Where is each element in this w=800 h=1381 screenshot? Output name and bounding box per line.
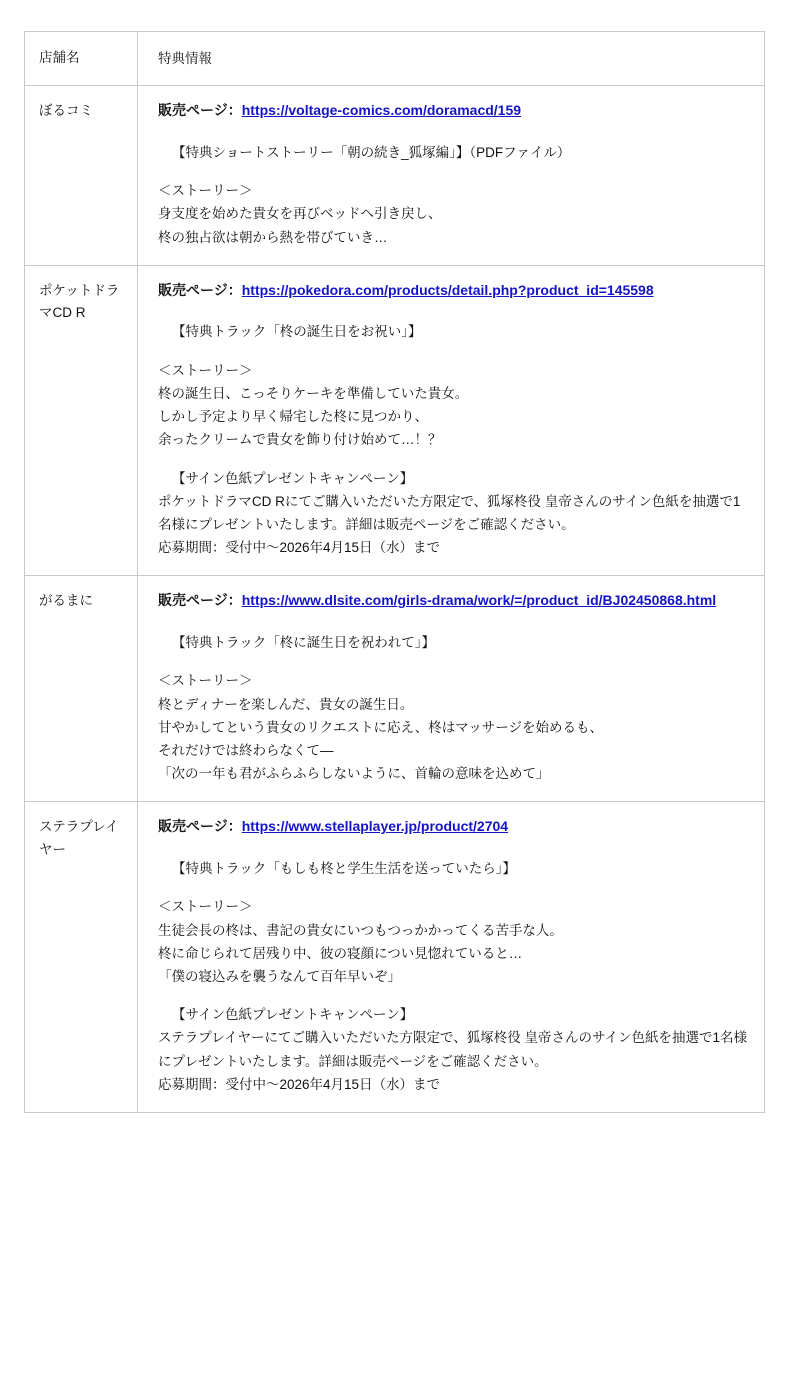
sale-page-link[interactable]: https://pokedora.com/products/detail.php?product_id=145598 bbox=[241, 281, 654, 298]
table-row bbox=[25, 576, 765, 802]
benefit-info bbox=[138, 802, 764, 1112]
spacer bbox=[158, 126, 748, 141]
sale-page-label: 販売ページ： bbox=[158, 102, 242, 119]
campaign-heading: 【サイン色紙プレゼントキャンペーン】 bbox=[172, 1007, 414, 1023]
campaign-period: 応募期間：受付中〜2026年4月15日（水）まで bbox=[158, 540, 441, 556]
story-line: 生徒会長の柊は、書記の貴女にいつもつっかかってくる苦手な人。 bbox=[158, 922, 563, 938]
story-line: それだけでは終わらなくて― bbox=[158, 743, 334, 758]
table-header-row bbox=[25, 32, 765, 86]
sale-page-label: 販売ページ： bbox=[158, 281, 242, 298]
story-line: 「次の一年も君がふらふらしないように、首輪の意味を込めて」 bbox=[158, 766, 550, 782]
story-line: 身支度を始めた貴女を再びベッドへ引き戻し、 bbox=[158, 206, 442, 222]
story-heading: ＜ストーリー＞ bbox=[158, 899, 253, 915]
sale-page-line bbox=[158, 100, 748, 122]
column-header-shop-label: 店舗名 bbox=[39, 50, 80, 65]
table-row bbox=[25, 265, 765, 576]
shop-name: ぼるコミ bbox=[39, 103, 93, 119]
sale-page-link[interactable]: https://voltage-comics.com/doramacd/159 bbox=[241, 102, 522, 119]
sale-page-link[interactable]: https://www.stellaplayer.jp/product/2704 bbox=[241, 818, 509, 835]
campaign-text: ステラプレイヤーにてご購入いただいた方限定で、狐塚柊役 皇帝さんのサイン色紙を抽選で1名様にプレゼントいたします。詳細は販売ページをご確認ください。 bbox=[158, 1030, 748, 1069]
story-line: 余ったクリームで貴女を飾り付け始めて…！？ bbox=[158, 432, 442, 448]
benefit-info bbox=[138, 266, 764, 576]
story-line: 柊に命じられて居残り中、彼の寝顔につい見惚れていると… bbox=[158, 945, 523, 961]
story-heading: ＜ストーリー＞ bbox=[158, 673, 253, 689]
spacer bbox=[158, 452, 748, 467]
shop-cell bbox=[25, 802, 138, 1113]
story-line: 柊の独占欲は朝から熱を帯びていき… bbox=[158, 229, 388, 245]
spacer bbox=[158, 616, 748, 631]
story-line: 柊の誕生日、こっそりケーキを準備していた貴女。 bbox=[158, 385, 469, 401]
bonus-title: 【特典トラック「柊に誕生日を祝われて」】 bbox=[172, 635, 435, 651]
column-header-info-label: 特典情報 bbox=[158, 51, 212, 66]
spacer bbox=[158, 988, 748, 1003]
benefit-cell bbox=[138, 576, 765, 802]
story-line: 「僕の寝込みを襲うなんて百年早いぞ」 bbox=[158, 969, 401, 984]
shop-name: ポケットドラマCD R bbox=[39, 282, 120, 321]
story-heading: ＜ストーリー＞ bbox=[158, 183, 253, 199]
table-row bbox=[25, 86, 765, 266]
benefits-table bbox=[24, 31, 765, 1113]
sale-page-line bbox=[158, 280, 748, 302]
sale-page-line bbox=[158, 816, 748, 838]
story-line: 柊とディナーを楽しんだ、貴女の誕生日。 bbox=[158, 696, 414, 712]
column-header-shop bbox=[25, 32, 138, 86]
spacer bbox=[158, 842, 748, 857]
table-row bbox=[25, 802, 765, 1113]
sale-page-link[interactable]: https://www.dlsite.com/girls-drama/work/=/product_id/BJ02450868.html bbox=[241, 592, 717, 609]
sale-page-label: 販売ページ： bbox=[158, 818, 242, 835]
shop-cell bbox=[25, 86, 138, 266]
campaign-heading: 【サイン色紙プレゼントキャンペーン】 bbox=[172, 470, 414, 486]
column-header-info bbox=[138, 32, 765, 86]
shop-name: ステラプレイヤー bbox=[39, 819, 119, 857]
bonus-title: 【特典トラック「もしも柊と学生生活を送っていたら」】 bbox=[172, 861, 516, 877]
table-header bbox=[25, 32, 765, 86]
story-heading: ＜ストーリー＞ bbox=[158, 362, 253, 378]
sale-page-line bbox=[158, 590, 748, 612]
benefit-cell bbox=[138, 86, 765, 266]
spacer bbox=[158, 654, 748, 669]
bonus-title: 【特典ショートストーリー「朝の続き_狐塚編」】（PDFファイル） bbox=[172, 144, 571, 160]
story-line: 甘やかしてという貴女のリクエストに応え、柊はマッサージを始めるも、 bbox=[158, 719, 603, 735]
table-body bbox=[25, 86, 765, 1113]
spacer bbox=[158, 164, 748, 179]
benefit-info bbox=[138, 86, 764, 265]
campaign-text: ポケットドラマCD Rにてご購入いただいた方限定で、狐塚柊役 皇帝さんのサイン色紙を抽選で1名様にプレゼントいたします。詳細は販売ページをご確認ください。 bbox=[158, 493, 741, 532]
shop-name: がるまに bbox=[39, 593, 93, 609]
spacer bbox=[158, 344, 748, 359]
benefit-cell bbox=[138, 265, 765, 576]
shop-cell bbox=[25, 265, 138, 576]
campaign-period: 応募期間：受付中〜2026年4月15日（水）まで bbox=[158, 1076, 441, 1092]
bonus-title: 【特典トラック「柊の誕生日をお祝い」】 bbox=[172, 324, 422, 340]
shop-cell bbox=[25, 576, 138, 802]
benefit-info bbox=[138, 576, 764, 801]
benefit-cell bbox=[138, 802, 765, 1113]
spacer bbox=[158, 305, 748, 320]
sale-page-label: 販売ページ： bbox=[158, 592, 242, 609]
story-line: しかし予定より早く帰宅した柊に見つかり、 bbox=[158, 409, 428, 425]
spacer bbox=[158, 880, 748, 895]
